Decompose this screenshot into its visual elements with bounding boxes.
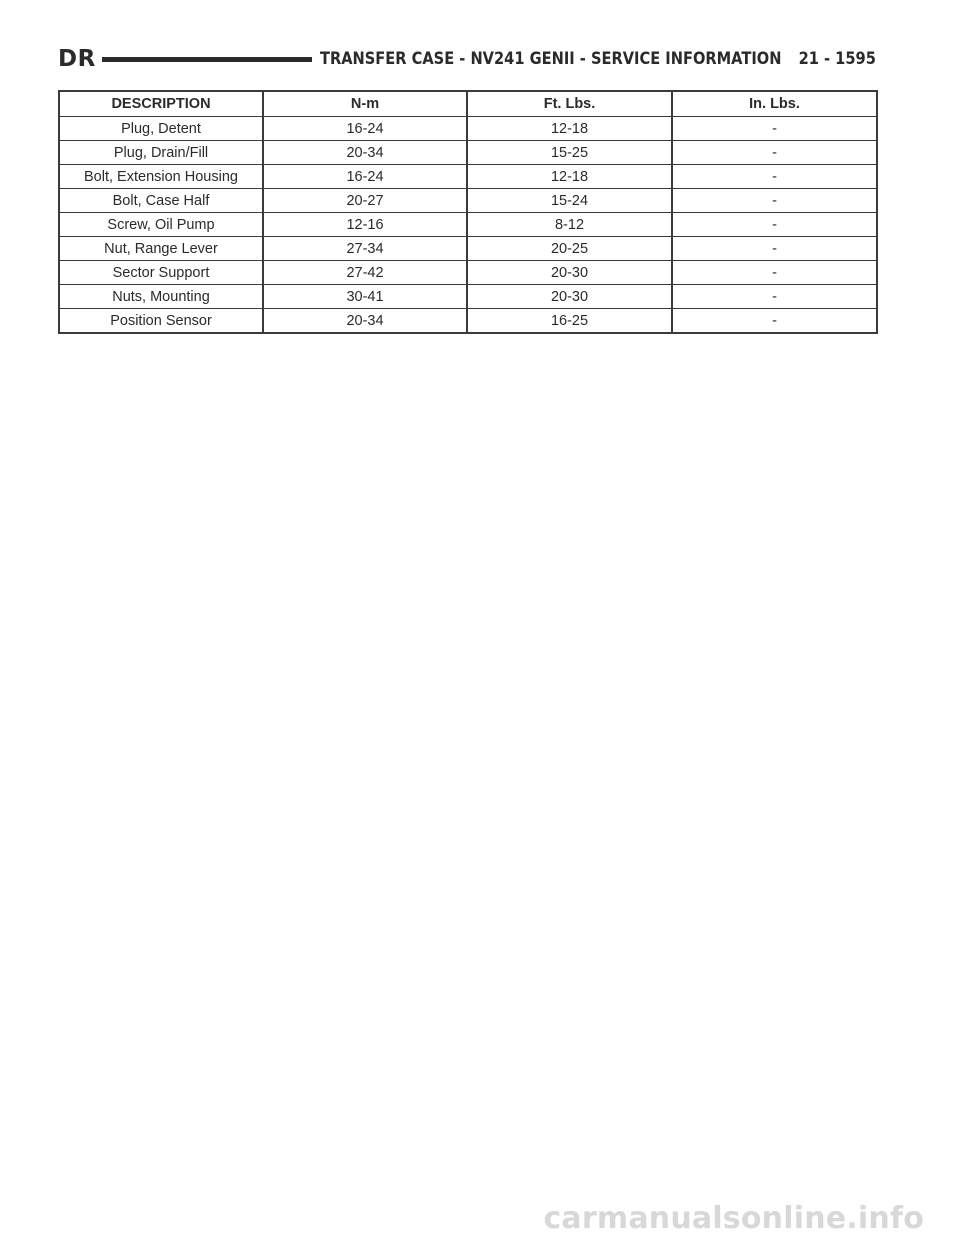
cell-ft-lbs: 8-12 — [467, 213, 672, 237]
column-header-ft-lbs: Ft. Lbs. — [467, 91, 672, 117]
cell-ft-lbs: 15-24 — [467, 189, 672, 213]
table-row — [59, 165, 877, 189]
cell-description: Nuts, Mounting — [59, 285, 263, 309]
cell-in-lbs: - — [672, 237, 877, 261]
cell-in-lbs: - — [672, 189, 877, 213]
table-header-row — [59, 91, 877, 117]
cell-in-lbs: - — [672, 165, 877, 189]
cell-description: Screw, Oil Pump — [59, 213, 263, 237]
cell-in-lbs: - — [672, 117, 877, 141]
table-row — [59, 237, 877, 261]
table-row — [59, 213, 877, 237]
table-row — [59, 117, 877, 141]
cell-nm: 20-34 — [263, 309, 467, 334]
table-row — [59, 189, 877, 213]
column-header-description: DESCRIPTION — [59, 91, 263, 117]
column-header-in-lbs: In. Lbs. — [672, 91, 877, 117]
table-row — [59, 141, 877, 165]
cell-in-lbs: - — [672, 141, 877, 165]
cell-in-lbs: - — [672, 309, 877, 334]
cell-ft-lbs: 15-25 — [467, 141, 672, 165]
cell-nm: 27-42 — [263, 261, 467, 285]
header-rule — [102, 57, 312, 62]
cell-ft-lbs: 20-25 — [467, 237, 672, 261]
cell-nm: 20-34 — [263, 141, 467, 165]
table-row — [59, 261, 877, 285]
page-number: 21 - 1595 — [798, 49, 876, 69]
cell-description: Plug, Drain/Fill — [59, 141, 263, 165]
section-code: DR — [58, 46, 96, 72]
table-row — [59, 285, 877, 309]
cell-ft-lbs: 16-25 — [467, 309, 672, 334]
cell-description: Bolt, Extension Housing — [59, 165, 263, 189]
cell-nm: 27-34 — [263, 237, 467, 261]
cell-nm: 16-24 — [263, 165, 467, 189]
cell-description: Position Sensor — [59, 309, 263, 334]
cell-nm: 30-41 — [263, 285, 467, 309]
cell-in-lbs: - — [672, 213, 877, 237]
cell-description: Nut, Range Lever — [59, 237, 263, 261]
cell-ft-lbs: 20-30 — [467, 285, 672, 309]
cell-ft-lbs: 12-18 — [467, 165, 672, 189]
page-header — [58, 44, 876, 74]
cell-ft-lbs: 20-30 — [467, 261, 672, 285]
cell-ft-lbs: 12-18 — [467, 117, 672, 141]
table-row — [59, 309, 877, 334]
torque-spec-table — [58, 90, 878, 334]
cell-in-lbs: - — [672, 261, 877, 285]
cell-nm: 12-16 — [263, 213, 467, 237]
cell-nm: 16-24 — [263, 117, 467, 141]
cell-description: Sector Support — [59, 261, 263, 285]
cell-description: Plug, Detent — [59, 117, 263, 141]
cell-description: Bolt, Case Half — [59, 189, 263, 213]
cell-nm: 20-27 — [263, 189, 467, 213]
cell-in-lbs: - — [672, 285, 877, 309]
column-header-nm: N-m — [263, 91, 467, 117]
page-title: TRANSFER CASE - NV241 GENII - SERVICE INFORMATION — [319, 49, 782, 69]
site-watermark: carmanualsonline.info — [543, 1201, 924, 1236]
